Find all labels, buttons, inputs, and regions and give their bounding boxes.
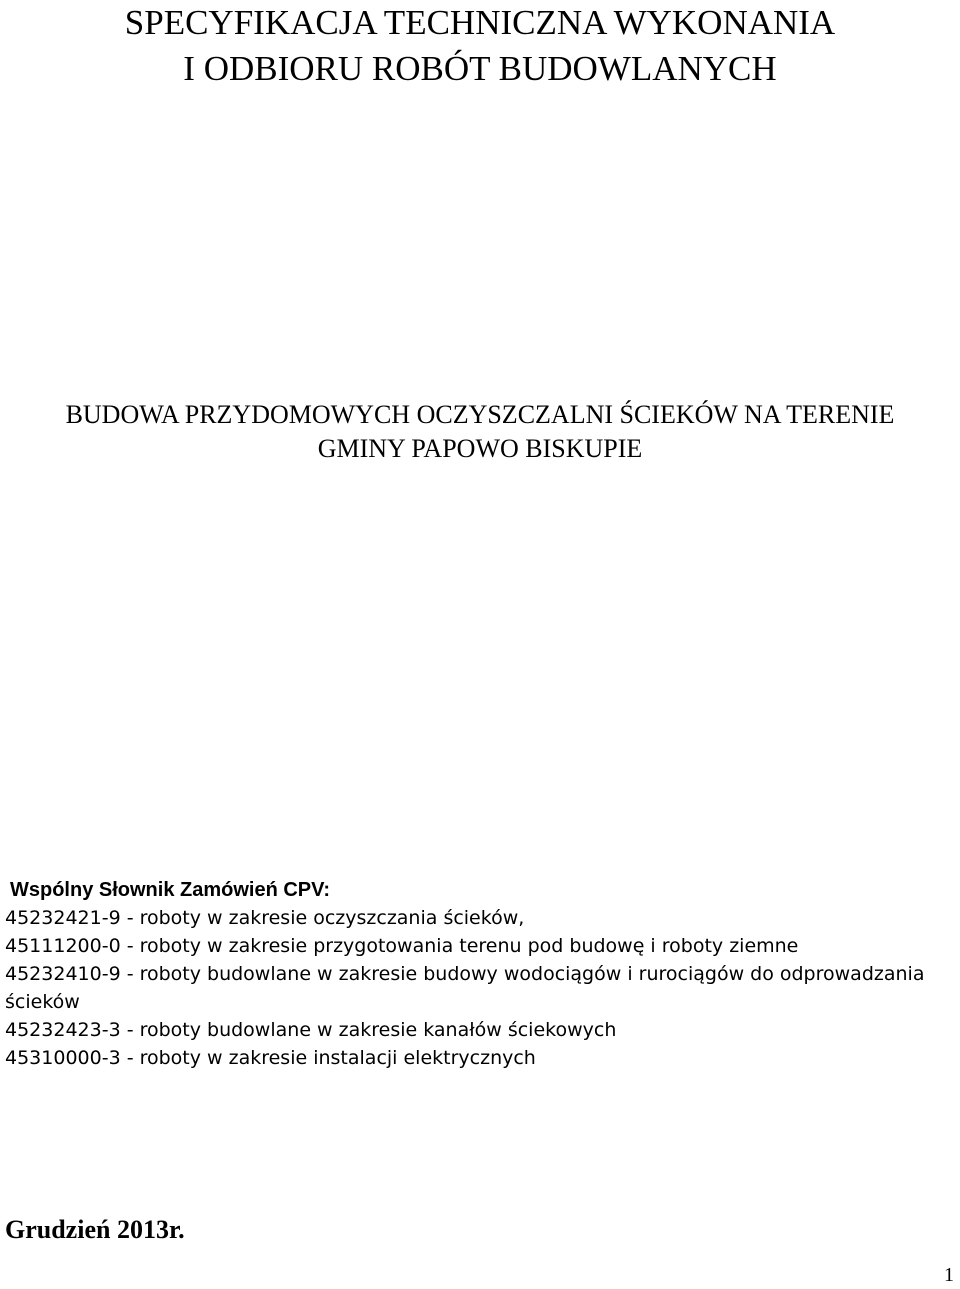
document-date: Grudzień 2013r. (5, 1215, 185, 1244)
cpv-code-line: 45232423-3 - roboty budowlane w zakresie kanałów ściekowych (5, 1019, 617, 1041)
cpv-code-line: 45232410-9 - roboty budowlane w zakresie budowy wodociągów i rurociągów do odprowadzania (5, 963, 925, 985)
project-line-2: GMINY PAPOWO BISKUPIE (317, 434, 643, 463)
cpv-code-line: 45232421-9 - roboty w zakresie oczyszczania ścieków, (5, 907, 525, 929)
cpv-section (5, 876, 955, 1072)
document-title (0, 0, 960, 92)
cpv-code-line: 45111200-0 - roboty w zakresie przygotowania terenu pod budowę i roboty ziemne (5, 935, 799, 957)
title-line-1: SPECYFIKACJA TECHNICZNA WYKONANIA (124, 3, 836, 42)
page-number: 1 (944, 1264, 954, 1286)
cpv-code-line: ścieków (5, 991, 80, 1013)
project-title (0, 398, 960, 466)
project-line-1: BUDOWA PRZYDOMOWYCH OCZYSZCZALNI ŚCIEKÓW NA TERENIE (65, 400, 895, 429)
cpv-heading: Wspólny Słownik Zamówień CPV: (10, 879, 331, 901)
cpv-code-line: 45310000-3 - roboty w zakresie instalacji elektrycznych (5, 1047, 536, 1069)
title-line-2: I ODBIORU ROBÓT BUDOWLANYCH (183, 49, 777, 88)
